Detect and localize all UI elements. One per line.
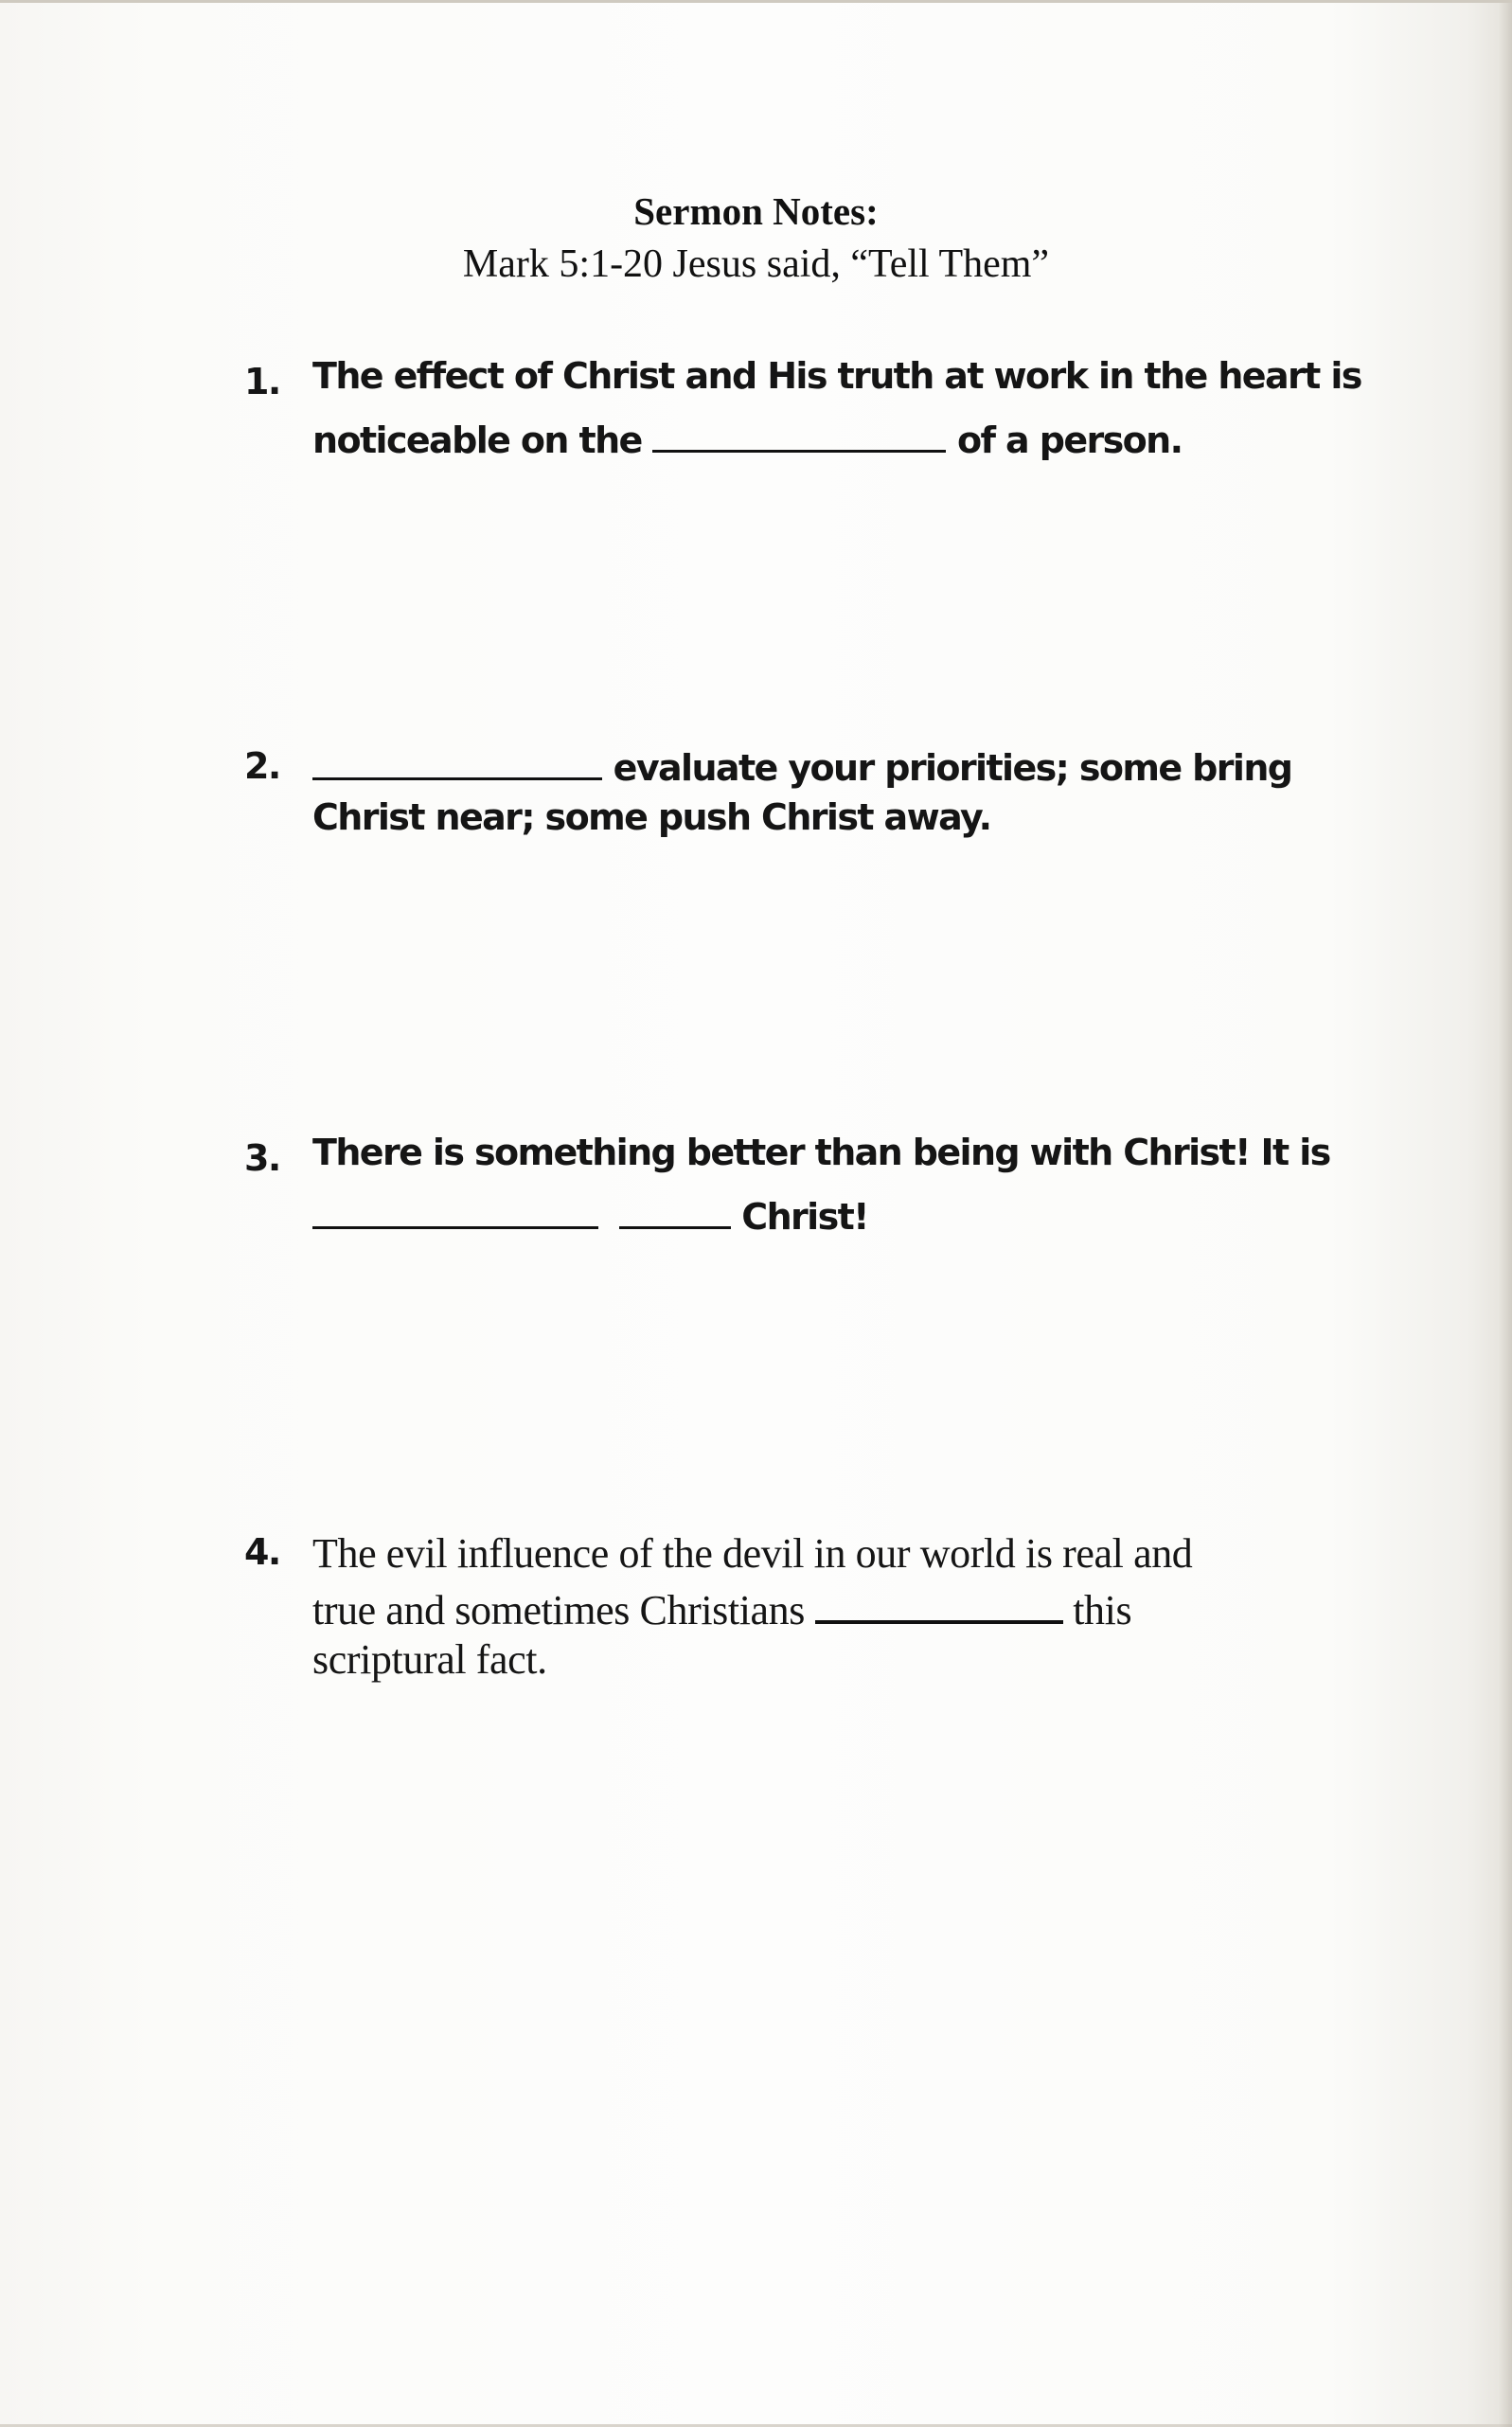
fill-in-blank[interactable] [312, 740, 602, 780]
item-line: The effect of Christ and His truth at work in the heart is [312, 355, 1361, 397]
item-number: 4. [244, 1531, 280, 1573]
fill-in-blank[interactable] [619, 1188, 731, 1229]
page-subtitle: Mark 5:1-20 Jesus said, “Tell Them” [462, 242, 1050, 286]
item-text: noticeable on the [312, 419, 642, 461]
item-number: 2. [244, 745, 280, 787]
item-text: Christ! [741, 1196, 868, 1238]
item-text: this [1073, 1587, 1132, 1633]
fill-in-blank[interactable] [815, 1582, 1063, 1624]
item-line [312, 1188, 868, 1238]
item-text: evaluate your priorities; some bring [613, 747, 1292, 789]
item-line: scriptural fact. [312, 1636, 547, 1683]
item-number: 1. [244, 361, 280, 402]
item-number: 3. [244, 1137, 280, 1179]
fill-in-blank[interactable] [652, 412, 946, 453]
page-edge-shadow [1499, 3, 1512, 2427]
item-line: Christ near; some push Christ away. [312, 796, 991, 838]
item-line [312, 1582, 1131, 1634]
item-text: of a person. [956, 419, 1183, 461]
item-line [312, 740, 1291, 789]
page-title: Sermon Notes: [633, 189, 879, 233]
item-line: There is something better than being with Christ! It is [312, 1132, 1330, 1173]
fill-in-blank[interactable] [312, 1188, 598, 1229]
item-line: The evil influence of the devil in our world is real and [312, 1530, 1193, 1577]
item-text: true and sometimes Christians [312, 1587, 805, 1633]
item-line [312, 412, 1182, 461]
